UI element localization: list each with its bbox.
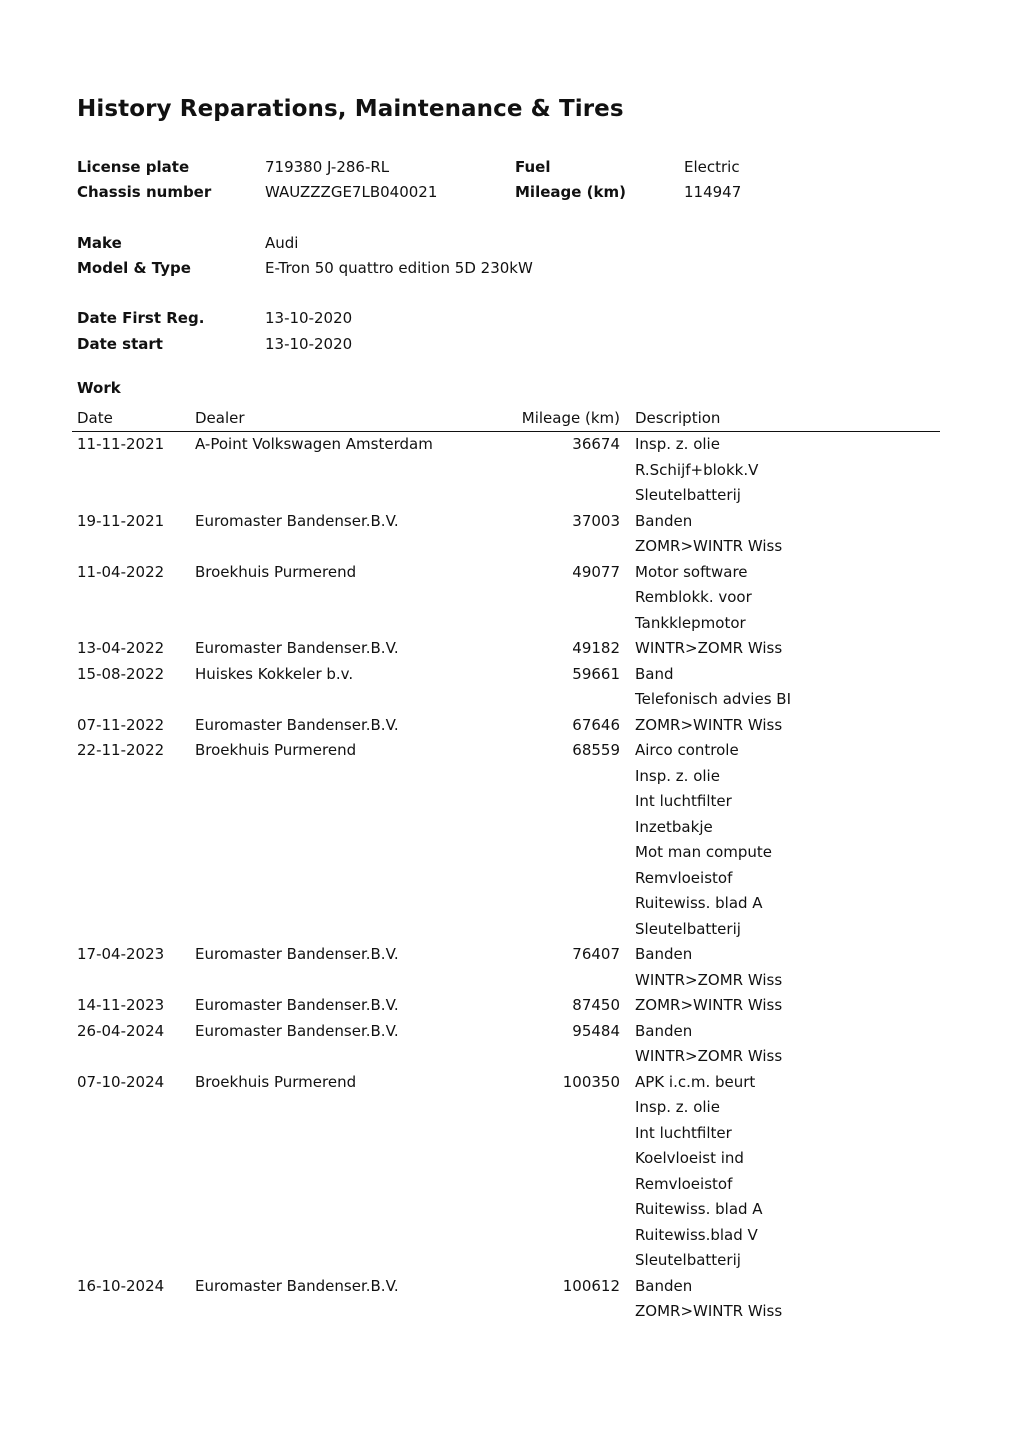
row-date: 13-04-2022 <box>77 639 165 657</box>
row-description-line: Remvloeistof <box>635 1174 733 1193</box>
col-header-date: Date <box>77 409 113 427</box>
row-mileage: 67646 <box>572 715 620 734</box>
page-title: History Reparations, Maintenance & Tires <box>77 96 624 122</box>
row-date: 14-11-2023 <box>77 996 165 1014</box>
row-description-line: Insp. z. olie <box>635 766 720 785</box>
row-description-line: R.Schijf+blokk.V <box>635 460 759 479</box>
row-description-line: Insp. z. olie <box>635 435 720 453</box>
row-description-line: Airco controle <box>635 741 739 759</box>
row-description-line: Motor software <box>635 562 748 581</box>
row-description-line: Mot man compute <box>635 843 773 861</box>
row-date: 17-04-2023 <box>77 945 165 963</box>
row-dealer: Broekhuis Purmerend <box>195 741 357 759</box>
row-mileage: 95484 <box>572 1021 620 1040</box>
table-row <box>72 993 940 1019</box>
row-description-line: Ruitewiss.blad V <box>635 1225 758 1244</box>
chassis-label: Chassis number <box>77 183 212 201</box>
table-row <box>72 560 940 637</box>
mileage-value: 114947 <box>684 183 742 201</box>
row-description-line: Sleutelbatterij <box>635 919 741 938</box>
table-row <box>72 509 940 560</box>
row-mileage: 76407 <box>572 945 620 963</box>
row-description-line: Banden <box>635 1276 693 1295</box>
model-label: Model & Type <box>77 259 191 277</box>
row-description-line: ZOMR>WINTR Wiss <box>635 996 783 1014</box>
row-mileage: 59661 <box>572 664 620 683</box>
table-row <box>72 432 940 509</box>
license-plate-value: 719380 J-286-RL <box>265 158 390 176</box>
row-dealer: Euromaster Bandenser.B.V. <box>195 1021 399 1040</box>
row-description-line: Inzetbakje <box>635 817 713 836</box>
date-start-value: 13-10-2020 <box>265 335 353 353</box>
row-description-line: ZOMR>WINTR Wiss <box>635 537 783 555</box>
table-row <box>72 1019 940 1070</box>
row-description-line: APK i.c.m. beurt <box>635 1072 756 1091</box>
row-description-line: Band <box>635 664 674 683</box>
row-dealer: Euromaster Bandenser.B.V. <box>195 996 399 1014</box>
row-date: 11-11-2021 <box>77 435 165 453</box>
license-plate-label: License plate <box>77 158 190 176</box>
table-row <box>72 738 940 942</box>
row-mileage: 100612 <box>562 1276 620 1295</box>
row-date: 19-11-2021 <box>77 511 165 530</box>
row-description-line: Insp. z. olie <box>635 1098 720 1116</box>
row-mileage: 36674 <box>572 435 620 453</box>
row-description-line: Tankklepmotor <box>635 613 746 632</box>
row-date: 07-10-2024 <box>77 1072 165 1091</box>
col-header-dealer: Dealer <box>195 409 245 427</box>
row-dealer: Broekhuis Purmerend <box>195 1072 357 1091</box>
table-row <box>72 1274 940 1325</box>
row-description-line: Sleutelbatterij <box>635 486 741 504</box>
row-date: 16-10-2024 <box>77 1276 165 1295</box>
chassis-value: WAUZZZGE7LB040021 <box>265 183 438 201</box>
table-row <box>72 942 940 993</box>
row-dealer: Euromaster Bandenser.B.V. <box>195 715 399 734</box>
row-dealer: Euromaster Bandenser.B.V. <box>195 639 399 657</box>
row-description-line: Banden <box>635 1021 693 1040</box>
row-date: 26-04-2024 <box>77 1021 165 1040</box>
row-description-line: ZOMR>WINTR Wiss <box>635 715 783 734</box>
row-mileage: 100350 <box>562 1072 620 1091</box>
row-dealer: Euromaster Bandenser.B.V. <box>195 511 399 530</box>
col-header-description: Description <box>635 409 721 427</box>
row-mileage: 49077 <box>572 562 620 581</box>
work-table <box>72 406 940 1325</box>
row-mileage: 49182 <box>572 639 620 657</box>
row-description-line: Telefonisch advies BI <box>635 690 791 708</box>
table-row <box>72 662 940 713</box>
row-description-line: Banden <box>635 945 693 963</box>
first-reg-value: 13-10-2020 <box>265 309 353 327</box>
row-description-line: Banden <box>635 511 693 530</box>
row-date: 22-11-2022 <box>77 741 165 759</box>
row-dealer: Huiskes Kokkeler b.v. <box>195 664 354 683</box>
row-description-line: WINTR>ZOMR Wiss <box>635 639 783 657</box>
row-description-line: Sleutelbatterij <box>635 1251 741 1269</box>
row-description-line: Int luchtfilter <box>635 792 732 810</box>
row-dealer: Euromaster Bandenser.B.V. <box>195 1276 399 1295</box>
table-body <box>72 432 940 1325</box>
date-start-label: Date start <box>77 335 163 353</box>
row-mileage: 68559 <box>572 741 620 759</box>
row-description-line: Ruitewiss. blad A <box>635 1200 763 1218</box>
row-description-line: ZOMR>WINTR Wiss <box>635 1302 783 1320</box>
row-description-line: Int luchtfilter <box>635 1123 732 1142</box>
first-reg-label: Date First Reg. <box>77 309 205 327</box>
row-description-line: Koelvloeist ind <box>635 1149 744 1167</box>
make-value: Audi <box>265 234 299 252</box>
row-dealer: A-Point Volkswagen Amsterdam <box>195 435 433 453</box>
fuel-value: Electric <box>684 158 740 176</box>
row-date: 15-08-2022 <box>77 664 165 683</box>
row-description-line: WINTR>ZOMR Wiss <box>635 970 783 989</box>
table-header <box>72 406 940 432</box>
row-description-line: Remvloeistof <box>635 868 733 887</box>
table-row <box>72 636 940 662</box>
row-date: 11-04-2022 <box>77 562 165 581</box>
row-mileage: 37003 <box>572 511 620 530</box>
row-description-line: Ruitewiss. blad A <box>635 894 763 912</box>
row-dealer: Euromaster Bandenser.B.V. <box>195 945 399 963</box>
row-date: 07-11-2022 <box>77 715 165 734</box>
table-row <box>72 713 940 739</box>
row-description-line: WINTR>ZOMR Wiss <box>635 1047 783 1065</box>
fuel-label: Fuel <box>515 158 551 176</box>
make-label: Make <box>77 234 122 252</box>
row-mileage: 87450 <box>572 996 620 1014</box>
col-header-mileage: Mileage (km) <box>521 409 620 427</box>
table-row <box>72 1070 940 1274</box>
row-dealer: Broekhuis Purmerend <box>195 562 357 581</box>
model-value: E-Tron 50 quattro edition 5D 230kW <box>265 259 533 277</box>
row-description-line: Remblokk. voor <box>635 588 752 606</box>
mileage-label: Mileage (km) <box>515 183 626 201</box>
work-heading: Work <box>77 379 121 397</box>
